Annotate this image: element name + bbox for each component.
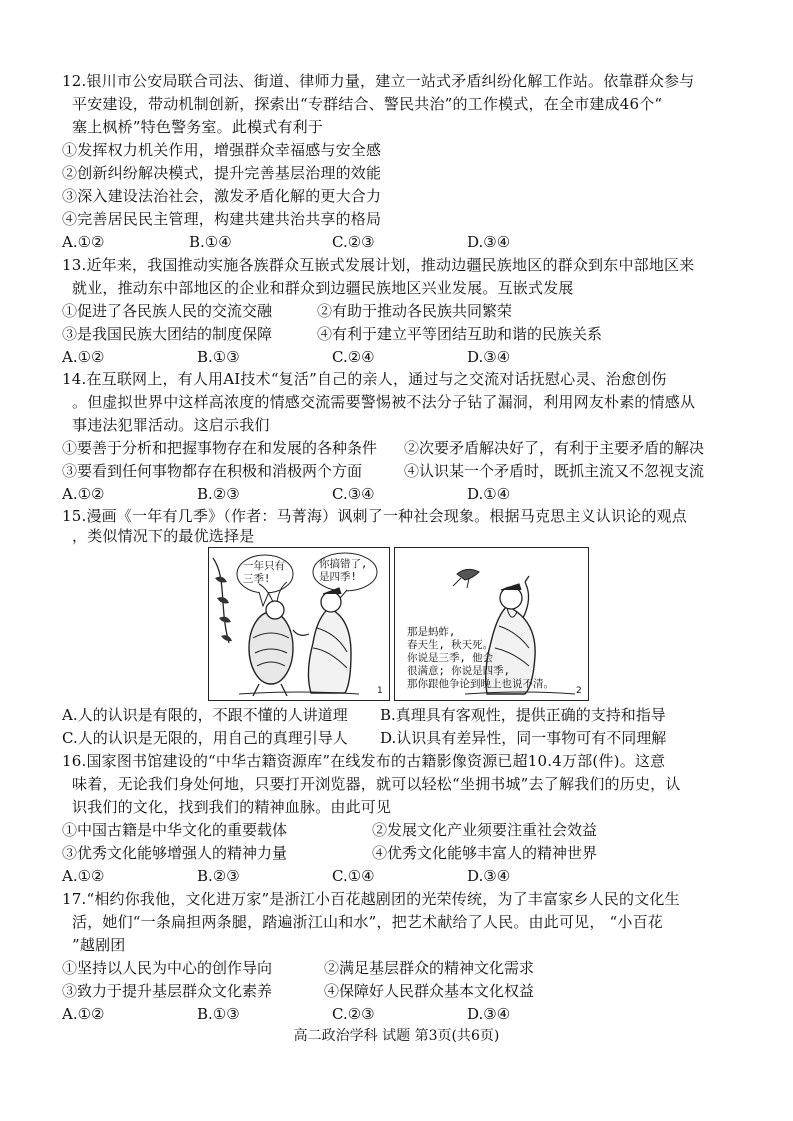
q16-option-a: A.①② [62,867,105,885]
comic-panel-2-text: 那是蚂蚱, 春天生, 秋天死。 你说是三季, 他会 很满意; 你说是四季, 那你跟他争论到晚上也说不清。 [407,626,554,690]
q13-option-b: B.①③ [197,348,240,366]
q13-items-row-1 [62,300,752,322]
q14-stem-line-3: 事违法犯罪活动。这启示我们 [72,416,270,434]
q12-stem-line-3: 塞上枫桥”特色警务室。此模式有利于 [72,118,324,136]
q12-item-3: ③深入建设法治社会，激发矛盾化解的更大合力 [62,187,382,205]
page-footer: 高二政治学科 试题 第3页(共6页) [293,1028,500,1044]
q14-stem-line-1: 14.在互联网上，有人用AI技术“复活”自己的亲人，通过与之交流对话抚慰心灵、治愈创伤 [62,370,667,388]
q17-item-3: ③致力于提升基层群众文化素养 [62,982,273,1000]
q16-stem-line-2: 味着，无论我们身处何地，只要打开浏览器，就可以轻松“坐拥书城”去了解我们的历史，认 [72,775,681,793]
q17-option-c: C.②③ [332,1005,375,1023]
q14-items-row-2 [62,460,752,482]
q14-option-c: C.③④ [332,485,375,503]
q13-stem-line-2: 就业，推动东中部地区的企业和群众到边疆民族地区兴业发展。互嵌式发展 [72,279,574,297]
q13-stem-line-1: 13.近年来，我国推动实施各族群众互嵌式发展计划，推动边疆民族地区的群众到东中部地区来 [62,256,695,274]
q14-item-1: ①要善于分析和把握事物存在和发展的各种条件 [62,439,378,457]
q14-option-a: A.①② [62,485,105,503]
q17-option-a: A.①② [62,1005,105,1023]
q14-option-d: D.①④ [467,485,511,503]
q17-items-row-2 [62,980,752,1002]
q16-item-3: ③优秀文化能够增强人的精神力量 [62,844,288,862]
q13-options [62,346,752,368]
comic-panel-2 [394,547,589,701]
q17-option-b: B.①③ [197,1005,240,1023]
q17-item-1: ①坚持以人民为中心的创作导向 [62,959,273,977]
q13-items-row-2 [62,323,752,345]
q16-stem-line-3: 识我们的文化，找到我们的精神血脉。由此可见 [72,798,392,816]
q13-option-d: D.③④ [467,348,511,366]
q17-item-2: ②满足基层群众的精神文化需求 [324,959,535,977]
q15-option-d: D.认识具有差异性，同一事物可有不同理解 [380,729,667,747]
q13-item-2: ②有助于推动各民族共同繁荣 [317,302,513,320]
q12-options [62,231,752,253]
q14-item-3: ③要看到任何事物都存在积极和消极两个方面 [62,462,363,480]
q12-option-c: C.②③ [332,233,375,251]
q13-option-c: C.②④ [332,348,375,366]
q16-items-row-2 [62,842,752,864]
q17-options [62,1003,752,1025]
q12-option-a: A.①② [62,233,105,251]
q15-options-row-2 [62,727,752,749]
q14-options [62,483,752,505]
q16-option-d: D.③④ [467,867,511,885]
q16-stem-line-1: 16.国家图书馆建设的“中华古籍资源库”在线发布的古籍影像资源已超10.4万部(件)。这意 [62,752,666,770]
q12-option-d: D.③④ [467,233,511,251]
q13-item-1: ①促进了各民族人民的交流交融 [62,302,273,320]
q16-option-b: B.②③ [197,867,240,885]
comic-panel-1 [208,547,390,701]
q12-item-1: ①发挥权力机关作用，增强群众幸福感与安全感 [62,141,382,159]
q15-options-row-1 [62,704,752,726]
q15-option-b: B.真理具有客观性，提供正确的支持和指导 [380,706,666,724]
q12-option-b: B.①④ [189,233,232,251]
q15-stem-line-2: ，类似情况下的最优选择是 [72,527,255,545]
q17-option-d: D.③④ [467,1005,511,1023]
q16-option-c: C.①④ [332,867,375,885]
q17-stem-line-1: 17.“相约你我他，文化进万家”是浙江小百花越剧团的光荣传统，为了丰富家乡人民的文化生 [62,890,680,908]
q16-options [62,865,752,887]
comic-panel-1-number: 1 [377,686,383,696]
q14-items-row-1 [62,437,752,459]
q16-items-row-1 [62,819,752,841]
q15-option-a: A.人的认识是有限的，不跟不懂的人讲道理 [62,706,348,724]
q14-option-b: B.②③ [197,485,240,503]
q12-stem-line-1: 12.银川市公安局联合司法、街道、律师力量，建立一站式矛盾纠纷化解工作站。依靠群众参与 [62,72,695,90]
q12-item-4: ④完善居民民主管理，构建共建共治共享的格局 [62,210,382,228]
comic-panel-2-number: 2 [576,686,582,696]
q13-item-3: ③是我国民族大团结的制度保障 [62,325,273,343]
q13-item-4: ④有利于建立平等团结互助和谐的民族关系 [317,325,603,343]
q16-item-2: ②发展文化产业须要注重社会效益 [372,821,598,839]
q15-stem-line-1: 15.漫画《一年有几季》（作者：马菁海）讽刺了一种社会现象。根据马克思主义认识论的观点 [62,507,687,525]
q17-stem-line-3: ”越剧团 [72,936,126,954]
q15-option-c: C.人的认识是无限的，用自己的真理引导人 [62,729,348,747]
q16-item-4: ④优秀文化能够丰富人的精神世界 [372,844,598,862]
q17-stem-line-2: 活，她们“一条扁担两条腿，踏遍浙江山和水”，把艺术献给了人民。由此可见， “小百花 [72,913,663,931]
q14-item-4: ④认识某一个矛盾时，既抓主流又不忽视支流 [404,462,705,480]
q12-item-2: ②创新纠纷解决模式，提升完善基层治理的效能 [62,164,382,182]
q16-item-1: ①中国古籍是中华文化的重要载体 [62,821,288,839]
comic-bubble-three-seasons: 一年只有 三季! [243,560,285,585]
q14-item-2: ②次要矛盾解决好了，有利于主要矛盾的解决 [404,439,705,457]
q17-items-row-1 [62,957,752,979]
q17-item-4: ④保障好人民群众基本文化权益 [324,982,535,1000]
comic-bubble-four-seasons: 你搞错了, 是四季! [319,558,368,583]
q14-stem-line-2: 。但虚拟世界中这样高浓度的情感交流需要警惕被不法分子钻了漏洞，利用网友朴素的情感从 [72,393,696,411]
q12-stem-line-2: 平安建设，带动机制创新，探索出“专群结合、警民共治”的工作模式，在全市建成46个“ [72,95,663,113]
q13-option-a: A.①② [62,348,105,366]
